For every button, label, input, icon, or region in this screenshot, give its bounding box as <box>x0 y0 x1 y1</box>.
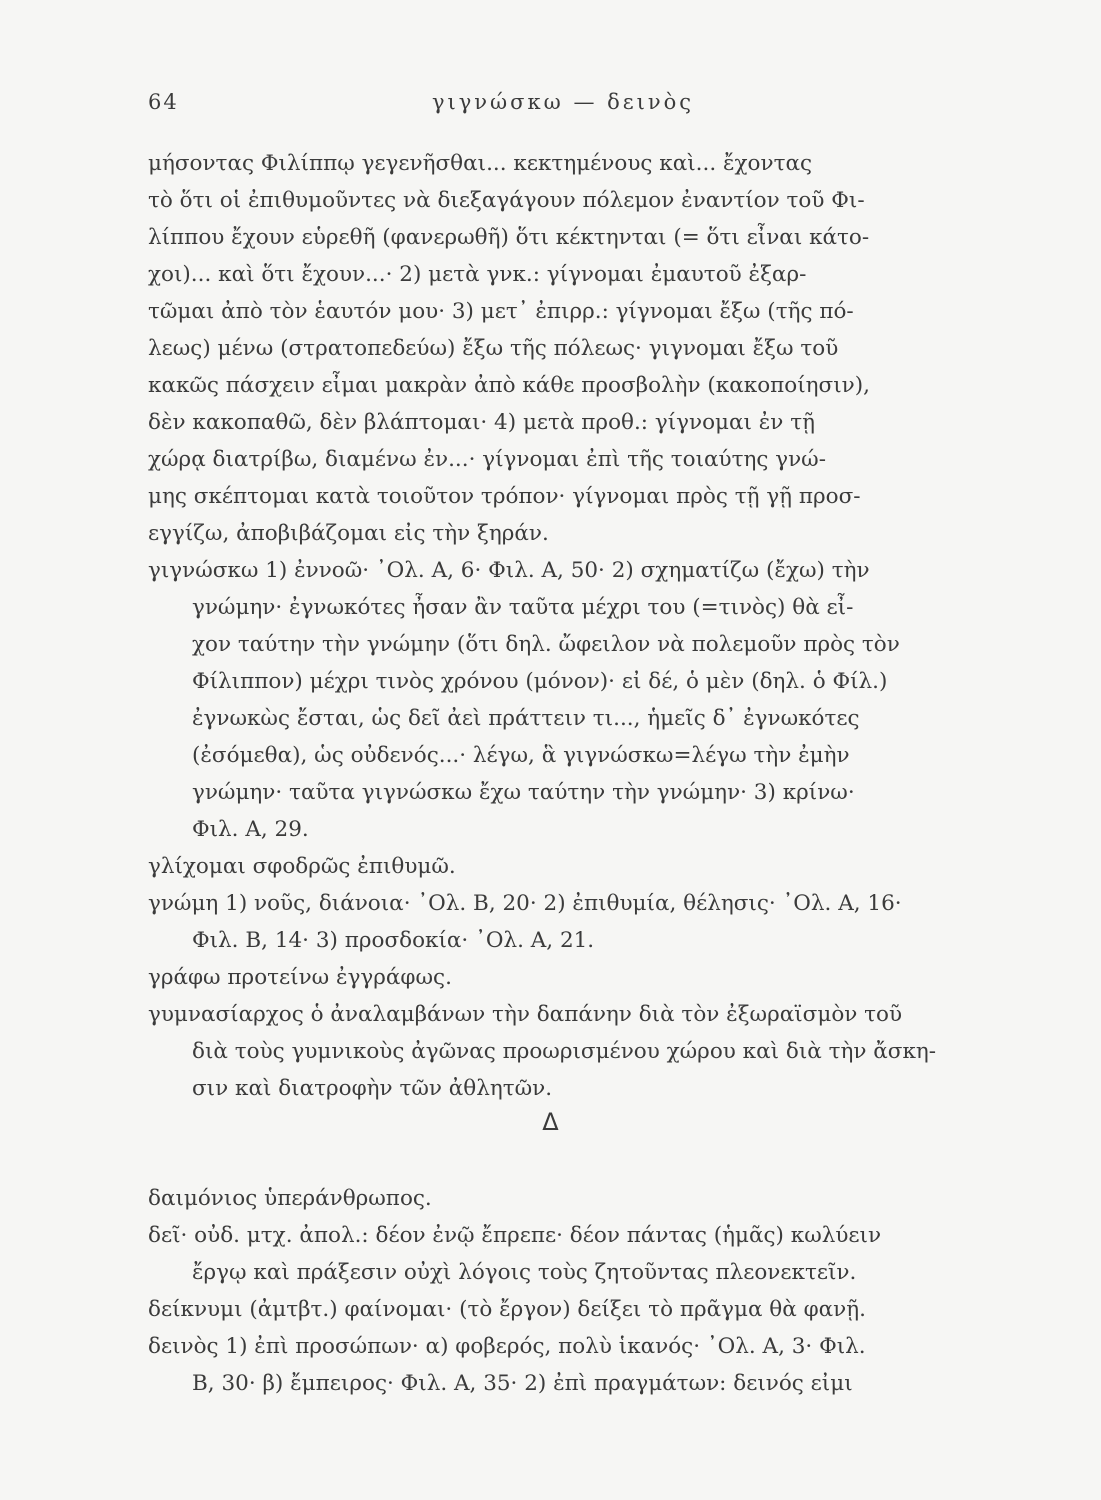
text-line: ἐγνωκὼς ἔσται, ὡς δεῖ ἀεὶ πράττειν τι..., ἡμεῖς δ᾽ ἐγνωκότες <box>192 706 860 731</box>
text-line: μης σκέπτομαι κατὰ τοιοῦτον τρόπον· γίγνομαι πρὸς τῇ γῇ προσ- <box>148 484 861 509</box>
text-line: (ἐσόμεθα), ὡς οὐδενός...· λέγω, ἃ γιγνώσκω=λέγω τὴν ἐμὴν <box>192 743 850 768</box>
entry-line: δαιμόνιος ὑπεράνθρωπος. <box>148 1186 432 1211</box>
text-line: Β, 30· β) ἔμπειρος· Φιλ. Α, 35· 2) ἐπὶ πραγμάτων: δεινός εἰμι <box>192 1371 853 1396</box>
text-line: Φιλ. Α, 29. <box>192 817 309 842</box>
text-line: δὲν κακοπαθῶ, δὲν βλάπτομαι· 4) μετὰ προθ.: γίγνομαι ἐν τῇ <box>148 410 815 435</box>
page-header <box>148 90 978 124</box>
text-line: λεως) μένω (στρατοπεδεύω) ἔξω τῆς πόλεως· γιγνομαι ἔξω τοῦ <box>148 336 839 361</box>
text-line: σιν καὶ διατροφὴν τῶν ἀθλητῶν. <box>192 1076 553 1101</box>
text-line: Φιλ. Β, 14· 3) προσδοκία· ᾿Ολ. Α, 21. <box>192 928 595 953</box>
text-line: εγγίζω, ἀποβιβάζομαι εἰς τὴν ξηράν. <box>148 521 549 546</box>
entry-line: γλίχομαι σφοδρῶς ἐπιθυμῶ. <box>148 854 456 879</box>
text-line: διὰ τοὺς γυμνικοὺς ἀγῶνας προωρισμένου χώρου καὶ διὰ τὴν ἄσκη- <box>192 1039 937 1064</box>
text-line: γνώμην· ταῦτα γιγνώσκω ἔχω ταύτην τὴν γνώμην· 3) κρίνω· <box>192 780 855 805</box>
entry-line: γράφω προτείνω ἐγγράφως. <box>148 965 452 990</box>
entry-line: γυμνασίαρχος ὁ ἀναλαμβάνων τὴν δαπάνην διὰ τὸν ἐξωραϊσμὸν τοῦ <box>148 1002 903 1027</box>
entry-line: δεινὸς 1) ἐπὶ προσώπων· α) φοβερός, πολὺ ἱκανός· ᾿Ολ. Α, 3· Φιλ. <box>148 1334 866 1359</box>
entry-line: γιγνώσκω 1) ἐννοῶ· ᾿Ολ. Α, 6· Φιλ. Α, 50· 2) σχηματίζω (ἔχω) τὴν <box>148 558 870 583</box>
text-line: χοι)... καὶ ὅτι ἔχουν...· 2) μετὰ γνκ.: γίγνομαι ἐμαυτοῦ ἐξαρ- <box>148 262 807 287</box>
text-line: μήσοντας Φιλίππῳ γεγενῆσθαι... κεκτημένους καὶ... ἔχοντας <box>148 151 813 176</box>
text-line: γνώμην· ἐγνωκότες ἦσαν ἂν ταῦτα μέχρι του (=τινὸς) θὰ εἶ- <box>192 595 854 620</box>
text-line: χώρᾳ διατρίβω, διαμένω ἐν...· γίγνομαι ἐπὶ τῆς τοιαύτης γνώ- <box>148 447 826 472</box>
section-letter: Δ <box>542 1108 559 1136</box>
text-line: λίππου ἔχουν εὑρεθῆ (φανερωθῆ) ὅτι κέκτηνται (= ὅτι εἶναι κάτο- <box>148 225 870 250</box>
entry-line: δεῖ· οὐδ. μτχ. ἀπολ.: δέον ἐνῷ ἔπρεπε· δέον πάντας (ἡμᾶς) κωλύειν <box>148 1223 882 1248</box>
running-title: γιγνώσκω — δεινὸς <box>431 90 695 114</box>
entry-line: γνώμη 1) νοῦς, διάνοια· ᾿Ολ. Β, 20· 2) ἐπιθυμία, θέλησις· ᾿Ολ. Α, 16· <box>148 891 902 916</box>
entry-line: δείκνυμι (ἀμτβτ.) φαίνομαι· (τὸ ἔργον) δείξει τὸ πρᾶγμα θὰ φανῇ. <box>148 1297 866 1322</box>
page-number: 64 <box>148 90 179 114</box>
text-line: τῶμαι ἀπὸ τὸν ἑαυτόν μου· 3) μετ᾽ ἐπιρρ.: γίγνομαι ἔξω (τῆς πό- <box>148 299 854 324</box>
text-line: χον ταύτην τὴν γνώμην (ὅτι δηλ. ὤφειλον νὰ πολεμοῦν πρὸς τὸν <box>192 632 900 657</box>
text-line: κακῶς πάσχειν εἶμαι μακρὰν ἀπὸ κάθε προσβολὴν (κακοποίησιν), <box>148 373 870 398</box>
text-line: Φίλιππον) μέχρι τινὸς χρόνου (μόνον)· εἰ δέ, ὁ μὲν (δηλ. ὁ Φίλ.) <box>192 669 888 694</box>
text-line: τὸ ὅτι οἱ ἐπιθυμοῦντες νὰ διεξαγάγουν πόλεμον ἐναντίον τοῦ Φι- <box>148 188 865 213</box>
text-line: ἔργῳ καὶ πράξεσιν οὐχὶ λόγοις τοὺς ζητοῦντας πλεονεκτεῖν. <box>192 1260 857 1285</box>
